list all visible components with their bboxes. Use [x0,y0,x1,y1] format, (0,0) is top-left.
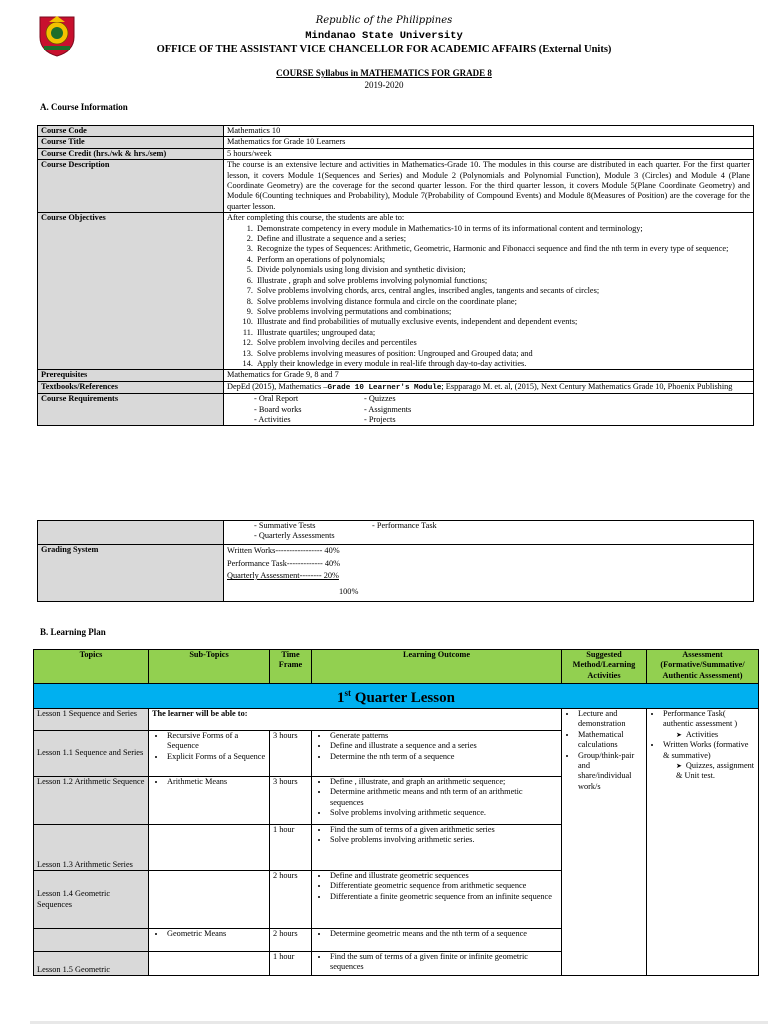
table-row [38,137,754,148]
requirements-continued [224,521,754,545]
time-cell: 2 hours [270,871,312,929]
table-row [38,148,754,159]
topic-cell: Lesson 1 Sequence and Series [34,709,149,731]
textbooks-text-c: ; Espparago M. et. al, (2015), Next Century Mathematics Grade 10, Phoenix Publishing [441,381,733,391]
list-item: • Arithmetic Means [166,777,266,787]
prerequisites-label: Prerequisites [38,370,224,381]
topic-cell: Lesson 1.2 Arithmetic Sequence [34,777,149,825]
topic-cell: Lesson 1.1 Sequence and Series [34,731,149,777]
quarter-banner-row [34,684,759,709]
list-item: 2. Define and illustrate a sequence and a series; [255,234,750,244]
list-item: • Define , illustrate, and graph an arithmetic sequence; [329,777,558,787]
textbooks-label: Textbooks/References [38,381,224,393]
column-header-method: Suggested Method/Learning Activities [562,650,647,684]
list-item: • Determine arithmetic means and nth term of an arithmetic sequences [329,787,558,808]
column-header-topics: Topics [34,650,149,684]
list-item: 3. Recognize the types of Sequences: Arithmetic, Geometric, Harmonic and Fibonacci sequence and find the nth term in every type of sequence; [255,244,750,254]
list-item: 8. Solve problems involving distance formula and circle on the coordinate plane; [255,297,750,307]
methods-cell [562,709,647,976]
req-item: - Projects [364,414,396,424]
objectives-list [227,224,750,370]
textbooks-module-name: Grade 10 Learner's Module [327,383,442,392]
learner-intro: The learner will be able to: [149,709,562,731]
textbooks-value [224,381,754,393]
list-item: • Lecture and demonstration [577,709,643,730]
list-item: • Differentiate a finite geometric sequence from an infinite sequence [329,892,558,902]
subtopic-cell [149,952,270,976]
course-credit-label: Course Credit (hrs./wk & hrs./sem) [38,148,224,159]
outcome-cell [312,825,562,871]
outcome-cell [312,777,562,825]
outcome-cell [312,952,562,976]
req-item: - Oral Report [254,394,299,404]
list-item: 6. Illustrate , graph and solve problems involving polynomial functions; [255,276,750,286]
course-info-table [37,125,754,426]
topic-cell: Lesson 1.5 Geometric [34,952,149,976]
grading-label: Grading System [38,545,224,602]
req-item: - Performance Task [372,521,437,530]
table-row [34,709,759,731]
syllabus-title: COURSE Syllabus in MATHEMATICS FOR GRADE 8 [276,68,492,78]
table-row [38,545,754,602]
list-item: • Find the sum of terms of a given arithmetic series [329,825,558,835]
outcome-cell [312,871,562,929]
list-item: 9. Solve problems involving permutations and combinations; [255,307,750,317]
list-item: 10. Illustrate and find probabilities of mutually exclusive events, independent and dependent events; [255,317,750,327]
outcome-cell [312,731,562,777]
req-item: - Quarterly Assessments [254,531,335,541]
topic-cell [34,929,149,952]
subtopic-cell [149,871,270,929]
list-item: • Explicit Forms of a Sequence [166,752,266,762]
list-item: 14. Apply their knowledge in every module in real-life through day-to-day activities. [255,359,750,369]
table-row [38,126,754,137]
requirements-label: Course Requirements [38,394,224,426]
list-item: 5. Divide polynomials using long division and synthetic division; [255,265,750,275]
req-item: - Assignments [364,404,412,414]
list-item: • Determine the nth term of a sequence [329,752,558,762]
list-item: 11. Illustrate quartiles; ungrouped data; [255,328,750,338]
list-item: • Define and illustrate geometric sequences [329,871,558,881]
list-item: • Determine geometric means and the nth term of a sequence [329,929,558,939]
topic-cell: Lesson 1.3 Arithmetic Series [34,825,149,871]
office-name: OFFICE OF THE ASSISTANT VICE CHANCELLOR FOR ACADEMIC AFFAIRS (External Units) [156,44,612,55]
table-row [38,370,754,381]
prerequisites-value: Mathematics for Grade 9, 8 and 7 [224,370,754,381]
grading-item: Performance Task------------- 40% [227,558,341,568]
objectives-intro: After completing this course, the students are able to: [227,213,405,223]
time-cell: 1 hour [270,952,312,976]
column-header-subtopics: Sub-Topics [149,650,270,684]
list-item: • Find the sum of terms of a given finite or infinite geometric sequences [329,952,558,973]
list-item: • Recursive Forms of a Sequence [166,731,266,752]
course-code-label: Course Code [38,126,224,137]
list-item: 13. Solve problems involving measures of position: Ungrouped and Grouped data; and [255,349,750,359]
time-cell: 2 hours [270,929,312,952]
assessment-text: Written Works (formative & summative) [663,740,749,760]
grading-total: 100% [339,586,359,596]
list-item: ➤ Activities [675,730,755,740]
course-objectives-label: Course Objectives [38,213,224,370]
list-item: 7. Solve problems involving chords, arcs, central angles, inscribed angles, tangents and secants of circles; [255,286,750,296]
university-name: Mindanao State University [305,30,463,42]
req-item: - Activities [254,414,291,424]
list-item [662,709,755,740]
course-code-value: Mathematics 10 [224,126,754,137]
list-item: • Group/think-pair and share/individual work/s [577,751,643,793]
course-description-label: Course Description [38,160,224,213]
req-item: - Board works [254,404,302,414]
outcome-cell [312,929,562,952]
list-item: • Solve problems involving arithmetic series. [329,835,558,845]
course-description-value: The course is an extensive lecture and activities in Mathematics-Grade 10. The modules in this course are distributed in each quarter. For the first quarter lesson, it covers Module 1(Sequences and Series) and Module 2 (Polynomials and Polynomial Function), Module 3 (Circles) and Module 4 (Plane Coordinate Geometry) are the coverage for the second quarter lesson. For the third quarter lesson, it covers Module 5(Plane Coordinate Geometry) and Module 6(Counting techniques and Probability), Module 7(Probability of Compound Events) and Module 8(Measures of Position) are the coverage for the quarter lesson. [224,160,754,213]
learning-plan-table [33,649,759,976]
table-row [38,160,754,213]
list-item: 12. Solve problem involving deciles and percentiles [255,338,750,348]
quarter-number: 1 [337,690,345,706]
table-header-row [34,650,759,684]
column-header-outcome: Learning Outcome [312,650,562,684]
table-row [38,381,754,393]
assessment-cell [647,709,759,976]
course-title-label: Course Title [38,137,224,148]
course-objectives-value [224,213,754,370]
list-item: • Geometric Means [166,929,266,939]
quarter-banner [34,684,759,709]
quarter-title: Quarter Lesson [351,690,455,706]
grading-value [224,545,754,602]
table-row [38,213,754,370]
assessment-text: Performance Task( authentic assessment ) [663,709,738,729]
req-item: - Summative Tests [254,521,316,530]
textbooks-text-a: DepEd (2015), Mathematics – [227,381,328,391]
course-credit-value: 5 hours/week [224,148,754,159]
section-b-heading: B. Learning Plan [40,627,106,637]
grading-table [37,520,754,602]
req-item: - Quizzes [364,394,396,404]
topic-cell: Lesson 1.4 Geometric Sequences [34,871,149,929]
section-a-heading: A. Course Information [40,102,128,112]
requirements-value [224,394,754,426]
table-row [38,521,754,545]
list-item: • Define and illustrate a sequence and a series [329,741,558,751]
blank-label-cell [38,521,224,545]
list-item: • Differentiate geometric sequence from arithmetic sequence [329,881,558,891]
quarter-ordinal: st [344,688,352,698]
grading-item: Quarterly Assessment-------- 20% [227,571,339,580]
list-item: ➤ Quizzes, assignment & Unit test. [675,761,755,782]
list-item: • Solve problems involving arithmetic sequence. [329,808,558,818]
column-header-assessment: Assessment (Formative/Summative/ Authentic Assessment) [647,650,759,684]
list-item: • Mathematical calculations [577,730,643,751]
subtopic-cell [149,731,270,777]
time-cell: 3 hours [270,731,312,777]
table-row [38,394,754,426]
subtopic-cell [149,929,270,952]
list-item: • Generate patterns [329,731,558,741]
list-item [662,740,755,782]
list-item: 4. Perform an operations of polynomials; [255,255,750,265]
list-item: 1. Demonstrate competency in every module in Mathematics-10 in terms of its informational content and terminology; [255,224,750,234]
column-header-time: Time Frame [270,650,312,684]
school-year: 2019-2020 [364,80,404,90]
time-cell: 3 hours [270,777,312,825]
subtopic-cell [149,825,270,871]
subtopic-cell [149,777,270,825]
republic-line: Republic of the Philippines [315,15,453,26]
course-title-value: Mathematics for Grade 10 Learners [224,137,754,148]
time-cell: 1 hour [270,825,312,871]
grading-item: Written Works----------------- 40% [227,546,340,555]
